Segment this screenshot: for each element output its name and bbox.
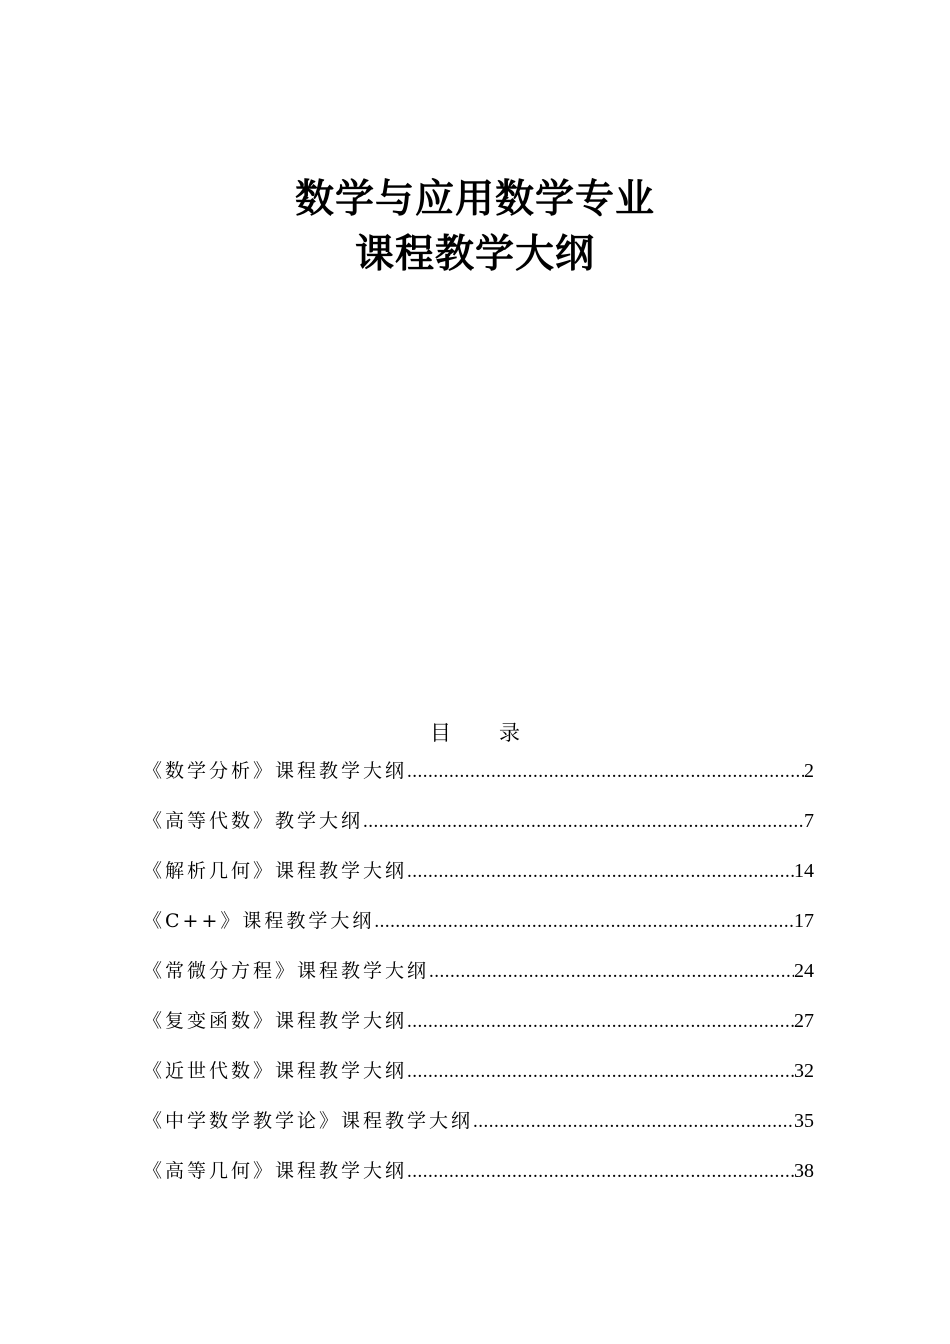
toc-dot-leader: [407, 857, 794, 887]
document-title: [0, 172, 950, 282]
toc-entry[interactable]: [143, 1056, 814, 1106]
toc-dot-leader: [473, 1107, 794, 1137]
title-line-2: 课程教学大纲: [354, 232, 595, 277]
toc-entry[interactable]: [143, 1156, 814, 1206]
toc-entry-title: 《近世代数》课程教学大纲: [143, 1060, 408, 1082]
toc-entry[interactable]: [143, 756, 814, 806]
toc-page-number: 17: [794, 910, 814, 932]
toc-dot-leader: [407, 757, 804, 787]
toc-entry-title: 《高等几何》课程教学大纲: [143, 1160, 408, 1182]
toc-page-number: 24: [794, 960, 814, 982]
toc-entry[interactable]: [143, 1006, 814, 1056]
table-of-contents: [143, 756, 814, 1206]
toc-page-number: 14: [794, 860, 814, 882]
toc-page-number: 35: [794, 1110, 814, 1132]
toc-dot-leader: [374, 907, 794, 937]
toc-page-number: 32: [794, 1060, 814, 1082]
toc-entry[interactable]: [143, 1106, 814, 1156]
toc-heading: 目录: [430, 721, 568, 745]
toc-entry-title: 《中学数学教学论》课程教学大纲: [143, 1110, 474, 1132]
toc-dot-leader: [363, 807, 804, 837]
toc-entry-title: 《复变函数》课程教学大纲: [143, 1010, 408, 1032]
toc-entry[interactable]: [143, 906, 814, 956]
toc-page-number: 7: [804, 810, 814, 832]
toc-entry-title: 《常微分方程》课程教学大纲: [143, 960, 430, 982]
toc-dot-leader: [407, 1157, 794, 1187]
title-line-1: 数学与应用数学专业: [294, 177, 655, 222]
toc-entry-title: 《高等代数》教学大纲: [143, 810, 364, 832]
toc-entry-title: 《数学分析》课程教学大纲: [143, 760, 408, 782]
toc-page-number: 2: [804, 760, 814, 782]
toc-entry[interactable]: [143, 806, 814, 856]
toc-entry[interactable]: [143, 956, 814, 1006]
toc-dot-leader: [407, 1007, 794, 1037]
toc-entry[interactable]: [143, 856, 814, 906]
toc-page-number: 38: [794, 1160, 814, 1182]
toc-dot-leader: [407, 1057, 794, 1087]
toc-page-number: 27: [794, 1010, 814, 1032]
toc-entry-title: 《解析几何》课程教学大纲: [143, 860, 408, 882]
toc-entry-title: 《C++》课程教学大纲: [143, 910, 375, 932]
toc-dot-leader: [429, 957, 794, 987]
